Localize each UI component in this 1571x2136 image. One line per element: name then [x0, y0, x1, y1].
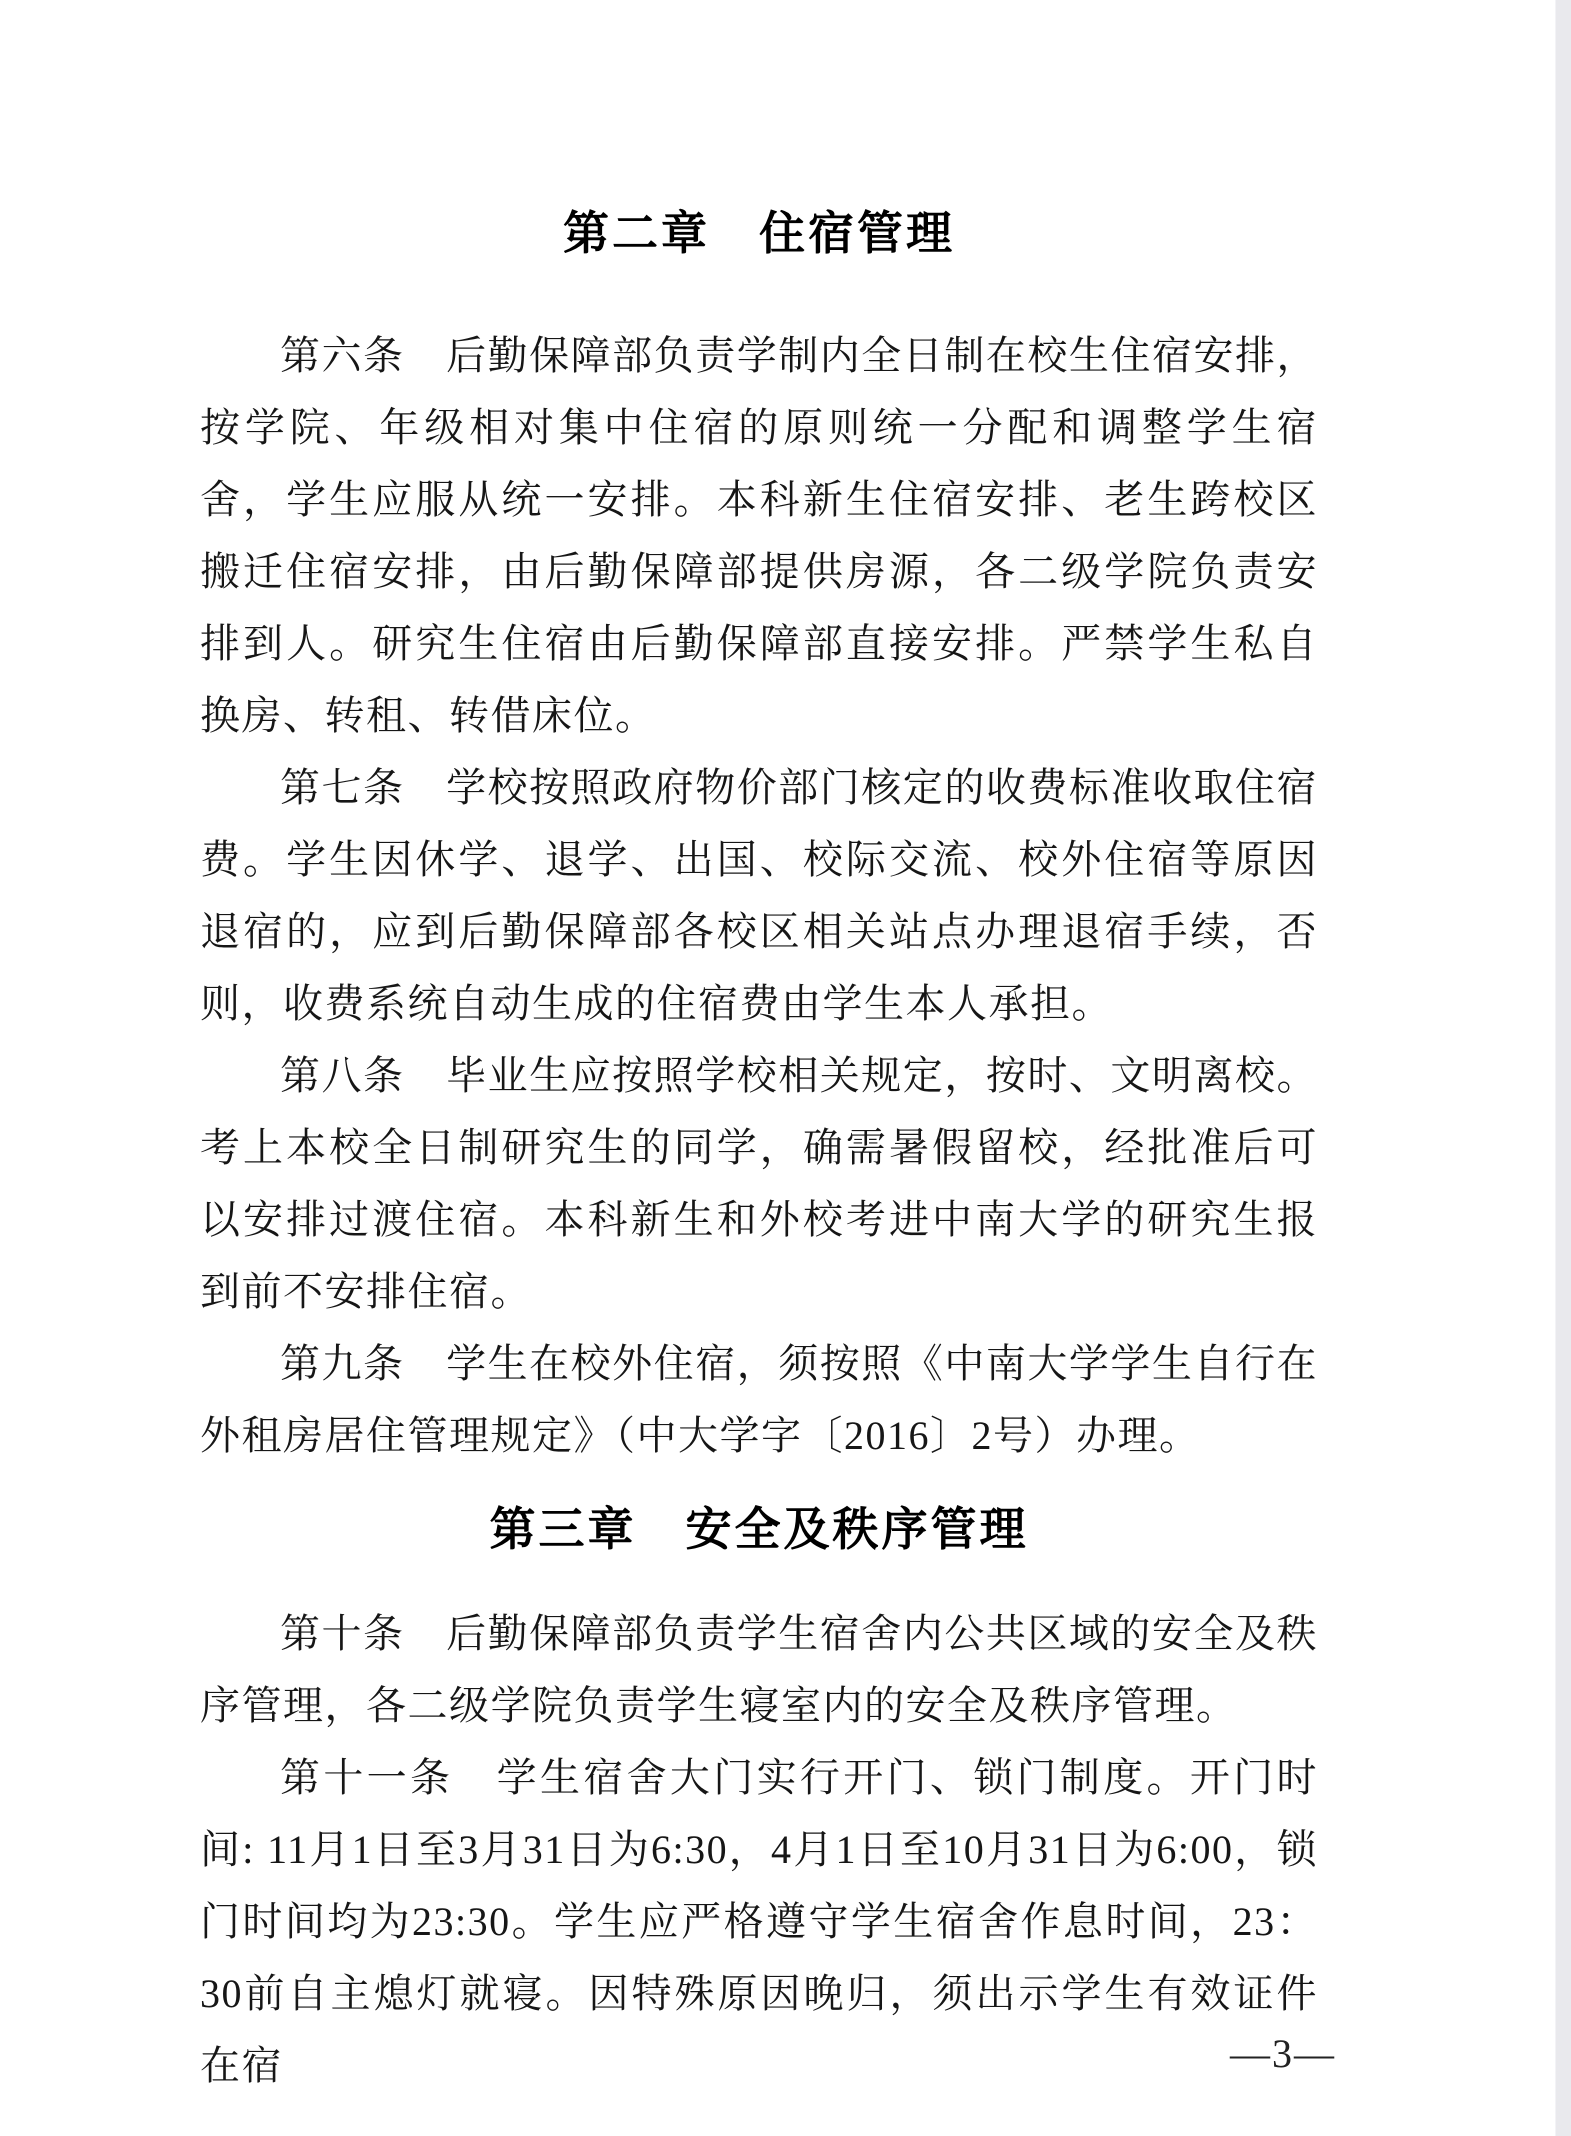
article-7-paragraph: 第七条 学校按照政府物价部门核定的收费标准收取住宿费。学生因休学、退学、出国、校际交流、校外住宿等原因退宿的，应到后勤保障部各校区相关站点办理退宿手续，否则，收费系统自动生成的住宿费由学生本人承担。 [200, 765, 1318, 1026]
article-9-paragraph: 第九条 学生在校外住宿，须按照《中南大学学生自行在外租房居住管理规定》（中大学字〔2016〕2号）办理。 [200, 1341, 1318, 1458]
article-10-paragraph: 第十条 后勤保障部负责学生宿舍内公共区域的安全及秩序管理，各二级学院负责学生寝室内的安全及秩序管理。 [200, 1611, 1318, 1728]
article-8-paragraph: 第八条 毕业生应按照学校相关规定，按时、文明离校。考上本校全日制研究生的同学，确需暑假留校，经批准后可以安排过渡住宿。本科新生和外校考进中南大学的研究生报到前不安排住宿。 [200, 1053, 1318, 1314]
chapter-3-heading: 第三章 安全及秩序管理 [489, 1503, 1029, 1555]
scrollbar-track[interactable] [1555, 0, 1571, 2136]
article-11-paragraph: 第十一条 学生宿舍大门实行开门、锁门制度。开门时间: 11月1日至3月31日为6:30，4月1日至10月31日为6:00，锁门时间均为23:30。学生应严格遵守学生宿舍作息时间，23：30前自主熄灯就寝。因特殊原因晚归，须出示学生有效证件在宿 [200, 1755, 1318, 2088]
chapter-2-heading: 第二章 住宿管理 [563, 207, 955, 259]
page-number: —3— [1230, 2031, 1336, 2076]
document-body [200, 202, 1318, 2102]
article-6-paragraph: 第六条 后勤保障部负责学制内全日制在校生住宿安排，按学院、年级相对集中住宿的原则统一分配和调整学生宿舍，学生应服从统一安排。本科新生住宿安排、老生跨校区搬迁住宿安排，由后勤保障部提供房源，各二级学院负责安排到人。研究生住宿由后勤保障部直接安排。严禁学生私自换房、转租、转借床位。 [200, 333, 1318, 738]
